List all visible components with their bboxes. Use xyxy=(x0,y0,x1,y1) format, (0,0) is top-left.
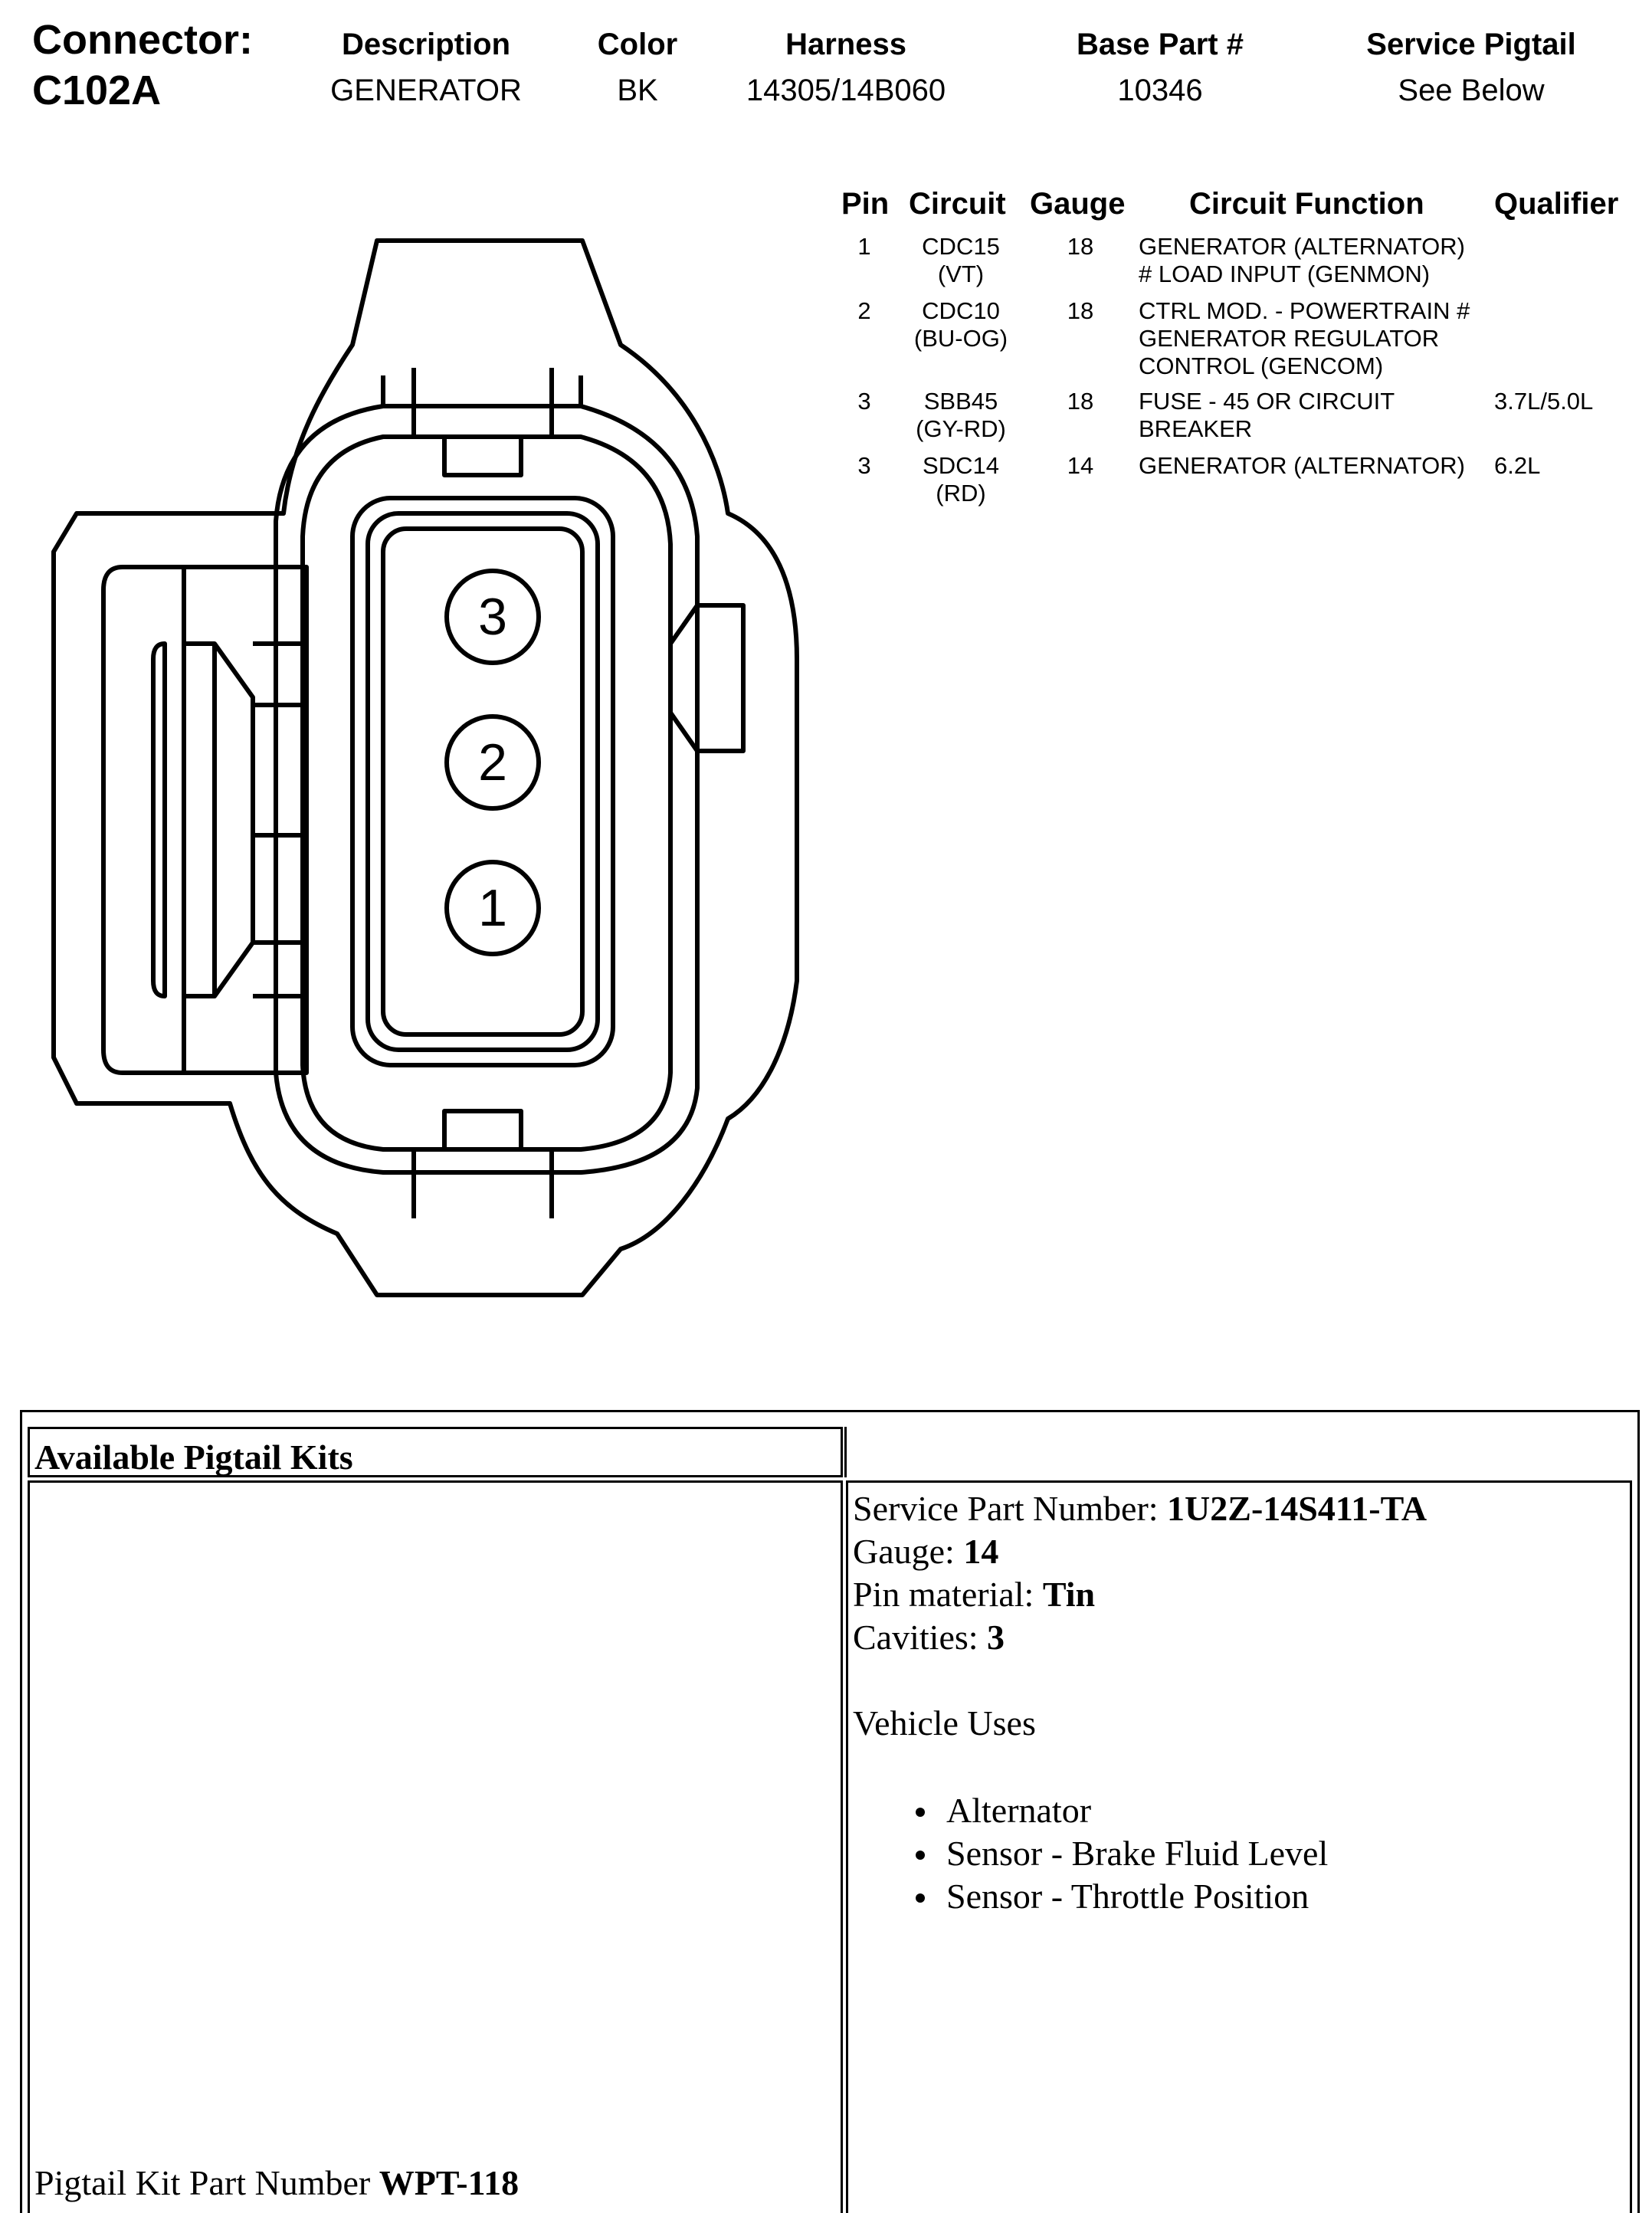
pigtail-kit-line xyxy=(34,2162,519,2205)
base-part-value: 10346 xyxy=(1117,74,1203,107)
service-part-label: Service Part Number: xyxy=(853,1489,1168,1528)
list-item: Sensor - Brake Fluid Level xyxy=(906,1832,1625,1875)
table-row-pin: 1 xyxy=(857,233,871,260)
connector-face-diagram xyxy=(31,215,812,1318)
pin-material-line xyxy=(853,1573,1625,1616)
table-row-circuit: SDC14 (RD) xyxy=(923,452,999,507)
pigtail-spec-cell xyxy=(846,1480,1632,2213)
table-row-gauge: 18 xyxy=(1067,297,1094,324)
kit-number-value: WPT-118 xyxy=(379,2163,520,2202)
pigtail-title-cell xyxy=(28,1427,843,1477)
list-item: Alternator xyxy=(906,1789,1625,1832)
pigtail-title: Available Pigtail Kits xyxy=(34,1438,353,1477)
color-value: BK xyxy=(617,74,658,107)
service-pigtail-value: See Below xyxy=(1398,74,1545,107)
gauge-line xyxy=(853,1530,1625,1573)
pigtail-top-right-cell xyxy=(844,1427,1634,1477)
cavities-value: 3 xyxy=(987,1618,1005,1657)
table-row-gauge: 14 xyxy=(1067,452,1094,479)
table-row-gauge: 18 xyxy=(1067,233,1094,260)
service-pigtail-header: Service Pigtail xyxy=(1366,28,1576,61)
table-row-function: GENERATOR (ALTERNATOR) # LOAD INPUT (GENMON) xyxy=(1139,233,1466,287)
table-row-pin: 3 xyxy=(857,388,871,415)
connector-id: C102A xyxy=(32,67,162,113)
description-value: GENERATOR xyxy=(330,74,522,107)
table-row-gauge: 18 xyxy=(1067,388,1094,415)
description-header: Description xyxy=(341,28,511,61)
kit-number-label: Pigtail Kit Part Number xyxy=(34,2163,379,2202)
cavity-label-2: 2 xyxy=(478,733,507,792)
vehicle-uses-label: Vehicle Uses xyxy=(853,1703,1036,1743)
function-header: Circuit Function xyxy=(1189,187,1424,221)
gauge-value: 14 xyxy=(963,1532,999,1571)
table-row-function: FUSE - 45 OR CIRCUIT BREAKER xyxy=(1139,388,1395,442)
cavities-label: Cavities: xyxy=(853,1618,988,1657)
table-row-pin: 3 xyxy=(857,452,871,479)
cavity-label-3: 3 xyxy=(478,588,507,646)
pin-material-value: Tin xyxy=(1042,1575,1096,1614)
gauge-label: Gauge: xyxy=(853,1532,964,1571)
circuit-header: Circuit xyxy=(909,187,1006,221)
qualifier-header: Qualifier xyxy=(1494,187,1619,221)
connector-label: Connector: xyxy=(32,17,253,63)
table-row-circuit: SBB45 (GY-RD) xyxy=(916,388,1006,442)
table-row-qualifier: 3.7L/5.0L xyxy=(1494,388,1594,415)
table-row-pin: 2 xyxy=(857,297,871,324)
service-part-value: 1U2Z-14S411-TA xyxy=(1167,1489,1427,1528)
list-item: Sensor - Throttle Position xyxy=(906,1875,1625,1918)
service-part-line xyxy=(853,1487,1625,1530)
table-row-function: GENERATOR (ALTERNATOR) xyxy=(1139,452,1466,479)
pin-header: Pin xyxy=(841,187,890,221)
harness-value: 14305/14B060 xyxy=(746,74,946,107)
table-row-circuit: CDC15 (VT) xyxy=(922,233,1000,287)
cavities-line xyxy=(853,1616,1625,1659)
table-row-function: CTRL MOD. - POWERTRAIN # GENERATOR REGULATOR CONTROL (GENCOM) xyxy=(1139,297,1470,379)
pin-material-label: Pin material: xyxy=(853,1575,1043,1614)
gauge-header: Gauge xyxy=(1030,187,1126,221)
cavity-label-1: 1 xyxy=(478,879,507,937)
table-row-circuit: CDC10 (BU-OG) xyxy=(913,297,1008,352)
base-part-header: Base Part # xyxy=(1077,28,1244,61)
bottom-key-tab xyxy=(414,1111,552,1218)
vehicle-uses-list xyxy=(906,1789,1625,1918)
top-key-tab xyxy=(414,368,552,475)
harness-header: Harness xyxy=(785,28,906,61)
table-row-qualifier: 6.2L xyxy=(1494,452,1541,479)
right-key xyxy=(670,605,743,751)
pigtail-image-cell xyxy=(28,1480,843,2213)
color-header: Color xyxy=(597,28,678,61)
